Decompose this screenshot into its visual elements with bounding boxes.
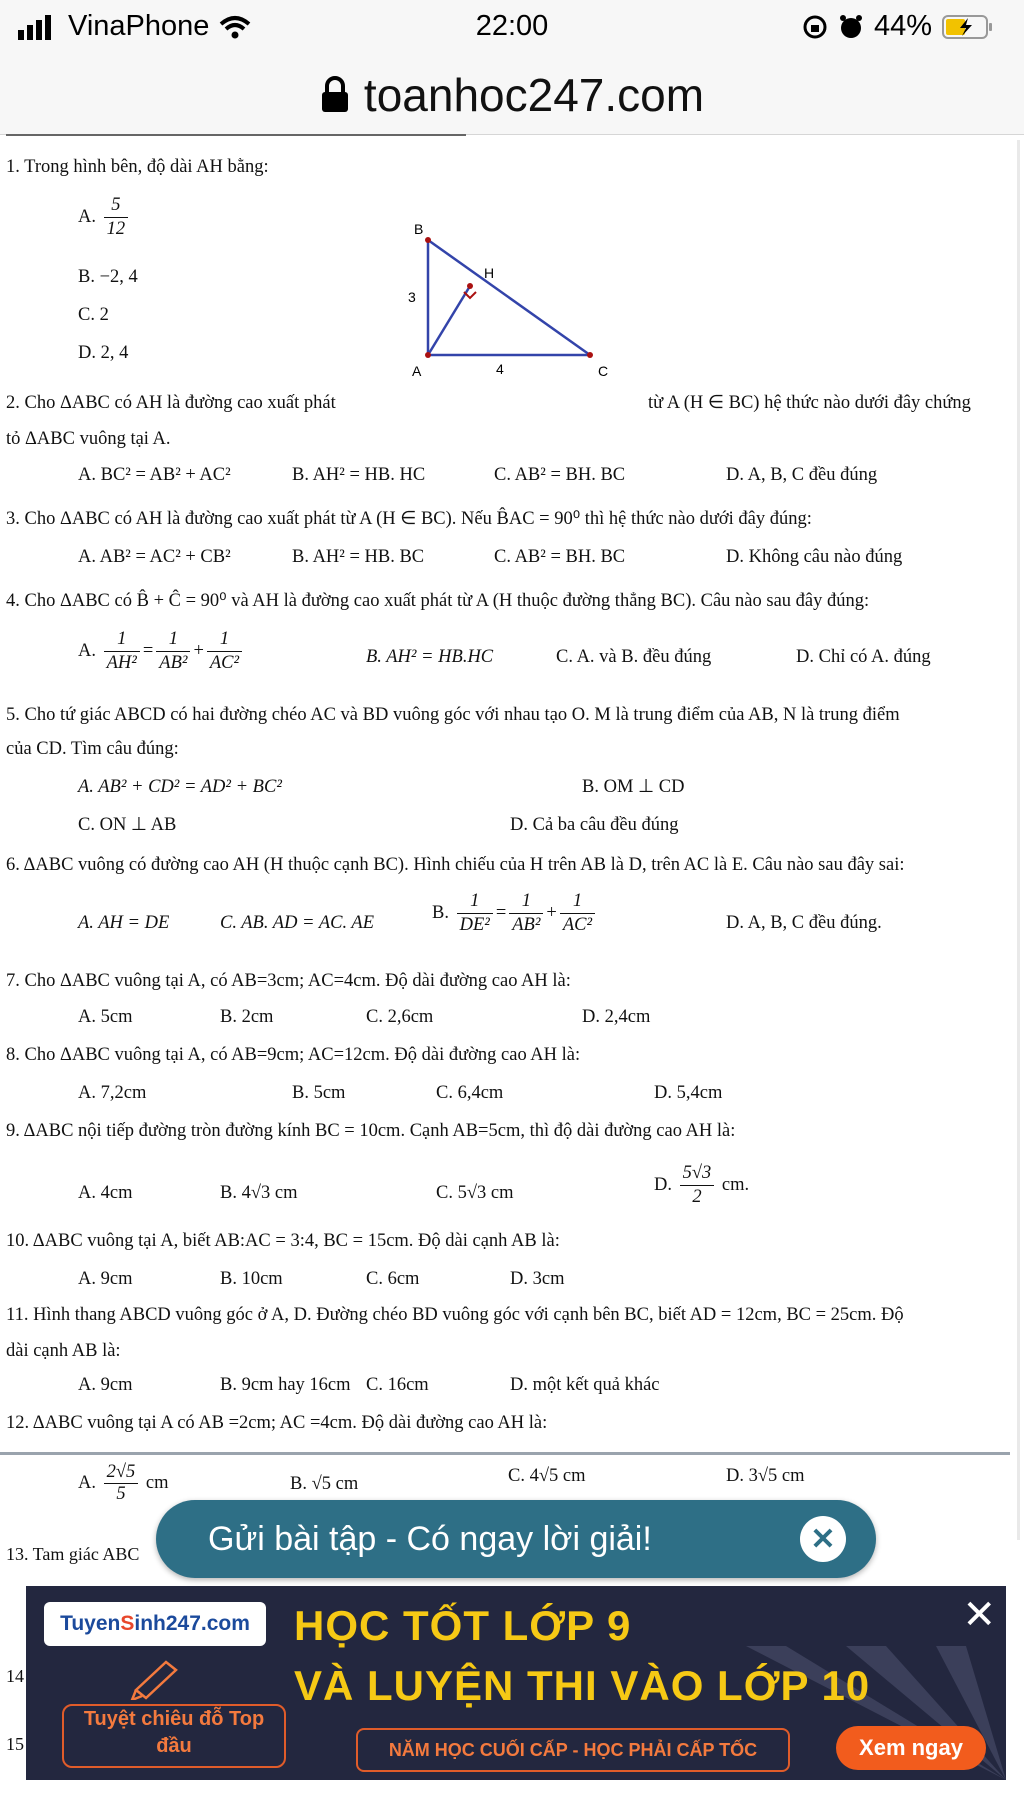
q6-option-b[interactable]: B. $\frac{1}{\text{DE²}}$ = $\frac{1}{\text{AB²}}$ + $\frac{1}{\text{AC²}}$ bbox=[432, 890, 598, 937]
question-4: 4. Cho ΔABC có B̂ + Ĉ = 90⁰ và AH là đường cao xuất phát từ A (H thuộc đường thẳng BC). Câu nào sau đây đúng: bbox=[6, 591, 870, 611]
q9-option-a[interactable]: A. 4cm bbox=[78, 1183, 133, 1203]
question-7: 7. Cho ΔABC vuông tại A, có AB=3cm; AC=4cm. Độ dài đường cao AH là: bbox=[6, 971, 571, 991]
q1-option-d[interactable]: D. 2, 4 bbox=[78, 343, 129, 363]
q5-option-d[interactable]: D. Cả ba câu đều đúng bbox=[510, 815, 679, 835]
q3-option-a[interactable]: A. AB² = AC² + CB² bbox=[78, 547, 231, 567]
q2-option-b[interactable]: B. AH² = HB. HC bbox=[292, 465, 426, 485]
question-14: 14 bbox=[6, 1666, 24, 1686]
q3-option-c[interactable]: C. AB² = BH. BC bbox=[494, 547, 626, 567]
q7-option-b[interactable]: B. 2cm bbox=[220, 1007, 274, 1027]
q6-b-label: B. bbox=[432, 902, 449, 923]
status-right bbox=[802, 10, 994, 43]
q4-f2-num: 1 bbox=[156, 628, 190, 652]
q1-a-label: A. bbox=[78, 206, 96, 227]
triangle-figure bbox=[400, 218, 640, 378]
q2-option-a[interactable]: A. BC² = AB² + AC² bbox=[78, 465, 231, 485]
q12-option-a[interactable] bbox=[78, 1462, 169, 1505]
ad-logo-post: inh247.com bbox=[134, 1612, 250, 1635]
q9-d-unit: cm. bbox=[721, 1174, 750, 1195]
q9-option-c[interactable]: C. 5√3 cm bbox=[436, 1183, 514, 1203]
q12-d-label: D. bbox=[726, 1466, 744, 1486]
question-1: 1. Trong hình bên, độ dài AH bằng: bbox=[6, 157, 269, 177]
q2-option-c[interactable]: C. AB² = BH. BC bbox=[494, 465, 626, 485]
alarm-icon bbox=[838, 14, 864, 40]
q5-option-a[interactable]: A. AB² + CD² = AD² + BC² bbox=[78, 777, 282, 797]
status-time: 22:00 bbox=[475, 10, 549, 42]
q12-c-label: C. bbox=[508, 1466, 525, 1486]
q11-option-a[interactable]: A. 9cm bbox=[78, 1375, 133, 1395]
q12-c-num: 4√5 bbox=[529, 1466, 559, 1486]
ad-close-icon[interactable]: ✕ bbox=[962, 1593, 996, 1637]
q5-option-b[interactable]: B. OM ⊥ CD bbox=[582, 777, 685, 797]
q6-f3-num: 1 bbox=[560, 890, 595, 914]
ad-headline-1: HỌC TỐT LỚP 9 bbox=[294, 1602, 632, 1649]
q8-option-b[interactable]: B. 5cm bbox=[292, 1083, 346, 1103]
q9-d-fraction bbox=[680, 1162, 715, 1209]
status-bar bbox=[0, 0, 1024, 56]
q10-option-a[interactable]: A. 9cm bbox=[78, 1269, 133, 1289]
q11-option-d[interactable]: D. một kết quả khác bbox=[510, 1375, 660, 1395]
q9-d-den: 2 bbox=[692, 1187, 702, 1208]
q4-f3-num: 1 bbox=[207, 628, 242, 652]
question-2-part3: tỏ ΔABC vuông tại A. bbox=[6, 429, 171, 449]
q8-option-d[interactable]: D. 5,4cm bbox=[654, 1083, 723, 1103]
question-5-part2: của CD. Tìm câu đúng: bbox=[6, 739, 179, 759]
q9-option-d[interactable] bbox=[654, 1162, 749, 1209]
question-12: 12. ΔABC vuông tại A có AB =2cm; AC =4cm. Độ dài đường cao AH là: bbox=[6, 1413, 548, 1433]
address-bar[interactable] bbox=[0, 56, 1024, 135]
q6-f2-den: AB² bbox=[512, 915, 541, 936]
q4-option-a[interactable]: A. $\frac{1}{\text{AH²}}$ = $\frac{1}{\text{AB²}}$ + $\frac{1}{\text{AC²}}$ bbox=[78, 628, 245, 675]
q12-a-num: 2√5 bbox=[104, 1462, 139, 1484]
q12-a-fraction bbox=[104, 1462, 139, 1505]
q9-d-num: 5√3 bbox=[680, 1162, 715, 1186]
q6-f2-num: 1 bbox=[509, 890, 543, 914]
q1-a-fraction bbox=[104, 194, 129, 241]
q11-option-b[interactable]: B. 9cm hay 16cm bbox=[220, 1375, 351, 1395]
q1-option-a[interactable] bbox=[78, 194, 131, 241]
q6-frac-3 bbox=[560, 890, 595, 937]
q10-option-d[interactable]: D. 3cm bbox=[510, 1269, 565, 1289]
q6-option-d[interactable]: D. A, B, C đều đúng. bbox=[726, 913, 882, 933]
q4-option-b[interactable]: B. AH² = HB.HC bbox=[366, 647, 494, 667]
q1-a-den: 12 bbox=[106, 219, 126, 240]
q8-option-a[interactable]: A. 7,2cm bbox=[78, 1083, 147, 1103]
q4-f1-num: 1 bbox=[104, 628, 140, 652]
q10-option-b[interactable]: B. 10cm bbox=[220, 1269, 283, 1289]
q12-a-den: 5 bbox=[116, 1484, 126, 1504]
q9-option-b[interactable]: B. 4√3 cm bbox=[220, 1183, 298, 1203]
q1-option-c[interactable]: C. 2 bbox=[78, 305, 109, 325]
q4-option-c[interactable]: C. A. và B. đều đúng bbox=[556, 647, 712, 667]
q5-option-c[interactable]: C. ON ⊥ AB bbox=[78, 815, 177, 835]
q9-d-label: D. bbox=[654, 1174, 672, 1195]
q4-frac-3 bbox=[207, 628, 242, 675]
fig-label-c: C bbox=[598, 363, 609, 378]
fig-label-h: H bbox=[484, 265, 495, 281]
worksheet-content bbox=[0, 134, 1010, 1494]
q4-f3-den: AC² bbox=[209, 653, 240, 674]
q4-frac-1 bbox=[104, 628, 140, 675]
ad-logo bbox=[44, 1602, 266, 1646]
fig-label-a: A bbox=[412, 363, 422, 378]
question-15: 15 bbox=[6, 1734, 24, 1754]
q1-option-b[interactable]: B. −2, 4 bbox=[78, 267, 138, 287]
fig-label-b: B bbox=[414, 221, 424, 237]
ad-banner[interactable] bbox=[26, 1586, 1006, 1780]
question-2-part1: 2. Cho ΔABC có AH là đường cao xuất phát bbox=[6, 393, 336, 413]
question-3: 3. Cho ΔABC có AH là đường cao xuất phát từ A (H ∈ BC). Nếu B̂AC = 90⁰ thì hệ thức nào dưới đây đúng: bbox=[6, 509, 812, 529]
q10-option-c[interactable]: C. 6cm bbox=[366, 1269, 420, 1289]
q6-f3-den: AC² bbox=[562, 915, 593, 936]
q12-option-c[interactable] bbox=[508, 1466, 585, 1487]
q6-f1-den: DE² bbox=[459, 915, 490, 936]
question-5-part1: 5. Cho tứ giác ABCD có hai đường chéo AC và BD vuông góc với nhau tạo O. M là trung điểm của AB, N là trung điểm bbox=[6, 705, 900, 725]
question-2-part2: từ A (H ∈ BC) hệ thức nào dưới đây chứng bbox=[648, 393, 971, 413]
ad-view-now-button[interactable]: Xem ngay bbox=[836, 1726, 986, 1770]
ad-headline-2: VÀ LUYỆN THI VÀO LỚP 10 bbox=[294, 1662, 871, 1709]
submit-homework-banner[interactable] bbox=[156, 1500, 876, 1578]
ad-logo-s: S bbox=[120, 1612, 135, 1635]
q12-c-unit: cm bbox=[562, 1466, 586, 1486]
q3-option-d[interactable]: D. Không câu nào đúng bbox=[726, 547, 903, 567]
q12-a-unit: cm bbox=[145, 1472, 169, 1493]
q6-frac-1 bbox=[457, 890, 493, 937]
carrier-name: VinaPhone bbox=[68, 10, 210, 42]
q12-d-unit: cm bbox=[781, 1466, 805, 1486]
q11-option-c[interactable]: C. 16cm bbox=[366, 1375, 429, 1395]
q8-option-c[interactable]: C. 6,4cm bbox=[436, 1083, 504, 1103]
q4-frac-2 bbox=[156, 628, 190, 675]
scrollbar[interactable] bbox=[1017, 140, 1020, 1540]
close-icon[interactable]: ✕ bbox=[800, 1516, 846, 1562]
q1-a-num: 5 bbox=[104, 194, 129, 218]
ad-subtitle: NĂM HỌC CUỐI CẤP - HỌC PHẢI CẤP TỐC bbox=[356, 1728, 790, 1772]
question-11-part2: dài cạnh AB là: bbox=[6, 1341, 121, 1361]
q7-option-c[interactable]: C. 2,6cm bbox=[366, 1007, 434, 1027]
fig-side-ac: 4 bbox=[496, 361, 504, 377]
ad-tagline: Tuyệt chiêu đỗ Top đầu bbox=[62, 1704, 286, 1768]
q6-option-c[interactable]: C. AB. AD = AC. AE bbox=[220, 913, 374, 933]
question-13: 13. Tam giác ABC bbox=[6, 1544, 140, 1564]
pen-icon bbox=[126, 1656, 186, 1700]
page-divider bbox=[0, 1452, 1010, 1455]
q12-option-b[interactable]: B. √5 cm bbox=[290, 1474, 359, 1494]
q2-option-d[interactable]: D. A, B, C đều đúng bbox=[726, 465, 878, 485]
cut-off-heading bbox=[6, 134, 466, 136]
question-11-part1: 11. Hình thang ABCD vuông góc ở A, D. Đường chéo BD vuông góc với cạnh bên BC, biết AD = 12cm, BC = 25cm. Độ bbox=[6, 1305, 904, 1325]
q6-option-a[interactable]: A. AH = DE bbox=[78, 913, 170, 933]
fig-side-ab: 3 bbox=[408, 289, 416, 305]
q12-a-label: A. bbox=[78, 1472, 96, 1493]
q6-f1-num: 1 bbox=[457, 890, 493, 914]
lock-icon bbox=[320, 76, 350, 114]
q4-option-d[interactable]: D. Chỉ có A. đúng bbox=[796, 647, 931, 667]
q6-frac-2 bbox=[509, 890, 543, 937]
battery-percent: 44% bbox=[873, 10, 932, 42]
q3-option-b[interactable]: B. AH² = HB. BC bbox=[292, 547, 425, 567]
question-10: 10. ΔABC vuông tại A, biết AB:AC = 3:4, BC = 15cm. Độ dài cạnh AB là: bbox=[6, 1231, 560, 1251]
ad-logo-pre: Tuyen bbox=[60, 1612, 121, 1635]
question-9: 9. ΔABC nội tiếp đường tròn đường kính BC = 10cm. Cạnh AB=5cm, thì độ dài đường cao AH là: bbox=[6, 1121, 736, 1141]
q12-option-d[interactable] bbox=[726, 1466, 805, 1487]
rotation-lock-icon bbox=[802, 14, 828, 40]
q7-option-a[interactable]: A. 5cm bbox=[78, 1007, 133, 1027]
q4-f2-den: AB² bbox=[159, 653, 188, 674]
q7-option-d[interactable]: D. 2,4cm bbox=[582, 1007, 651, 1027]
submit-homework-label[interactable]: Gửi bài tập - Có ngay lời giải! bbox=[208, 1519, 652, 1558]
question-8: 8. Cho ΔABC vuông tại A, có AB=9cm; AC=12cm. Độ dài đường cao AH là: bbox=[6, 1045, 581, 1065]
url-text[interactable]: toanhoc247.com bbox=[363, 69, 705, 121]
battery-icon bbox=[942, 14, 994, 40]
question-6: 6. ΔABC vuông có đường cao AH (H thuộc cạnh BC). Hình chiếu của H trên AB là D, trên AC là E. Câu nào sau đây sai: bbox=[6, 855, 905, 875]
q4-f1-den: AH² bbox=[106, 653, 137, 674]
q4-a-label: A. bbox=[78, 640, 96, 661]
q12-d-num: 3√5 bbox=[748, 1466, 778, 1486]
